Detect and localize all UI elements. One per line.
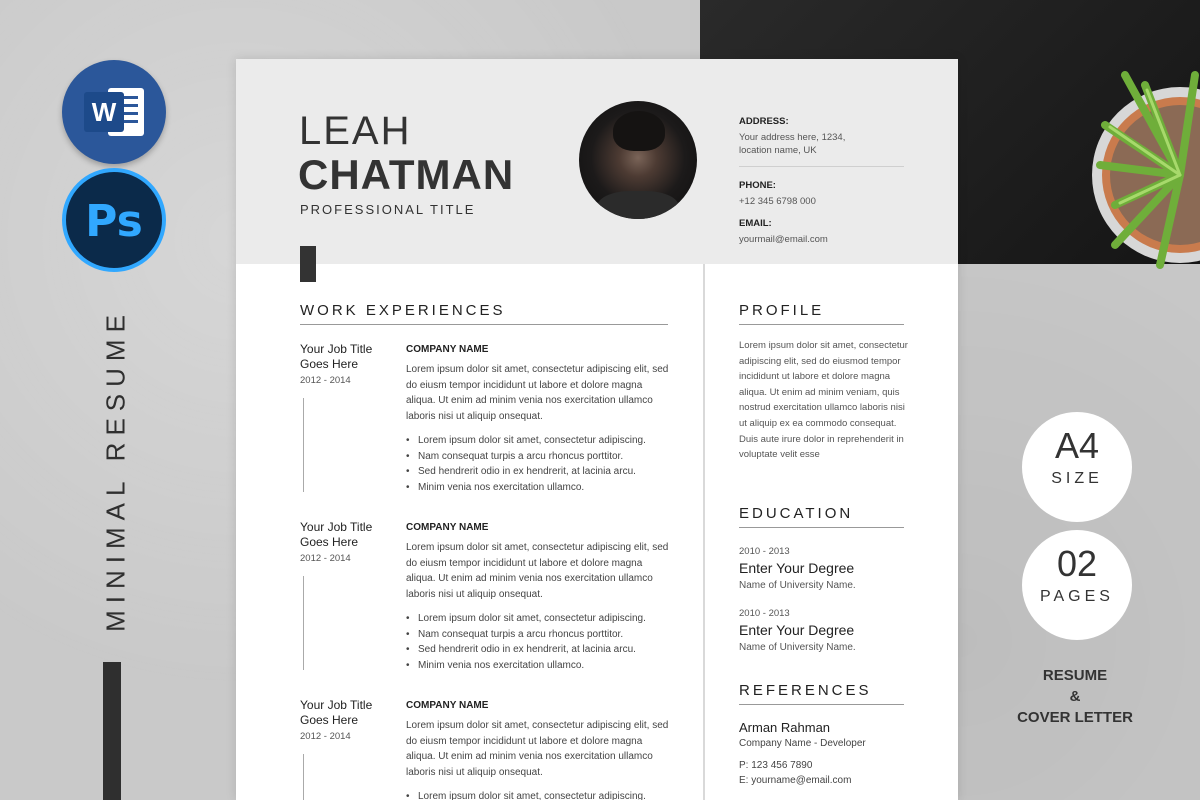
- pages-badge-label: PAGES: [1040, 588, 1114, 605]
- education-years: 2010 - 2013: [739, 608, 790, 619]
- job-description: Lorem ipsum dolor sit amet, consectetur adipiscing elit, sed do eiusm tempor incididunt ut labore et dolore magna aliqua. Ut enim ad minim venia nos exercitation ullamco laboris nisi ut aliquip onsequat.: [406, 542, 669, 600]
- contact-divider: [739, 166, 904, 167]
- education-degree: Enter Your Degree: [739, 622, 855, 638]
- education-entry: [739, 608, 911, 653]
- job-bullet: • Sed hendrerit odio in ex hendrerit, at lacinia arcu.: [406, 642, 671, 658]
- professional-title: PROFESSIONAL TITLE: [300, 202, 476, 217]
- side-accent-bar: [103, 662, 121, 800]
- size-badge-label: SIZE: [1051, 470, 1103, 487]
- address-line2: location name, UK: [739, 145, 817, 156]
- reference-email: E: yourname@email.com: [739, 775, 852, 786]
- contact-block: [739, 115, 904, 255]
- job-bullet: • Nam consequat turpis a arcu rhoncus porttitor.: [406, 449, 671, 465]
- photo-hair-shape: [613, 111, 665, 151]
- company-name: COMPANY NAME: [406, 344, 489, 355]
- resume-header: [236, 59, 958, 264]
- job-timeline-line: [303, 754, 304, 800]
- photoshop-app-icon: [62, 168, 166, 272]
- job-title: Your Job Title Goes Here: [300, 342, 373, 371]
- profile-section-title: PROFILE: [739, 302, 825, 319]
- plant-decoration: [1085, 55, 1200, 295]
- profile-photo: [579, 101, 697, 219]
- word-app-icon: [62, 60, 166, 164]
- photoshop-icon-text: Ps: [85, 196, 143, 247]
- side-vertical-label: MINIMAL RESUME: [100, 308, 131, 632]
- size-badge-value: A4: [1054, 425, 1100, 466]
- phone-value: +12 345 6798 000: [739, 196, 816, 207]
- education-entry: [739, 546, 911, 591]
- job-bullet: • Minim venia nos exercitation ullamco.: [406, 658, 671, 674]
- first-name: LEAH: [299, 109, 412, 153]
- job-bullet: • Nam consequat turpis a arcu rhoncus porttitor.: [406, 627, 671, 643]
- last-name: CHATMAN: [298, 151, 515, 198]
- references-section-rule: [739, 704, 904, 705]
- company-name: COMPANY NAME: [406, 700, 489, 711]
- job-bullet-list: [406, 789, 671, 800]
- reference-role: Company Name - Developer: [739, 738, 866, 749]
- profile-section-rule: [739, 324, 904, 325]
- column-divider: [703, 264, 705, 800]
- job-description: Lorem ipsum dolor sit amet, consectetur adipiscing elit, sed do eiusm tempor incididunt ut labore et dolore magna aliqua. Ut enim ad minim venia nos exercitation ullamco laboris nisi ut aliquip onsequat.: [406, 720, 669, 778]
- education-section-title: EDUCATION: [739, 505, 854, 522]
- job-years: 2012 - 2014: [300, 375, 351, 386]
- size-badge: [1022, 412, 1132, 522]
- caption-line-ampersand: &: [1069, 688, 1081, 705]
- caption-line-cover-letter: COVER LETTER: [1017, 709, 1133, 726]
- job-bullet: • Lorem ipsum dolor sit amet, consectetur adipiscing.: [406, 433, 671, 449]
- address-label: ADDRESS:: [739, 116, 789, 127]
- reference-name: Arman Rahman: [739, 720, 831, 735]
- work-section-title: WORK EXPERIENCES: [300, 302, 506, 319]
- job-bullet: • Lorem ipsum dolor sit amet, consectetur adipiscing.: [406, 611, 671, 627]
- job-bullet: • Minim venia nos exercitation ullamco.: [406, 480, 671, 496]
- pages-badge-value: 02: [1056, 543, 1098, 584]
- address-line1: Your address here, 1234,: [739, 132, 846, 143]
- education-degree: Enter Your Degree: [739, 560, 855, 576]
- job-title: Your Job Title Goes Here: [300, 698, 373, 727]
- caption-line-resume: RESUME: [1042, 667, 1108, 684]
- job-title: Your Job Title Goes Here: [300, 520, 373, 549]
- job-entry: [300, 342, 670, 512]
- job-timeline-line: [303, 576, 304, 670]
- job-bullet-list: [406, 433, 671, 495]
- pages-badge: [1022, 530, 1132, 640]
- education-school: Name of University Name.: [739, 580, 856, 591]
- product-caption: [1010, 665, 1140, 728]
- resume-sheet: [236, 59, 958, 800]
- phone-label: PHONE:: [739, 180, 776, 191]
- job-years: 2012 - 2014: [300, 731, 351, 742]
- profile-text: Lorem ipsum dolor sit amet, consectetur adipiscing elit, sed do eiusmod tempor incididunt ut labore et dolore magna aliqua. Ut enim ad minim veniam, quis nostrud exercitation ullamco laboris nisi ut aliquip ex ea commodo consequat. Duis aute irure dolor in reprehenderit in voluptate velit esse: [739, 340, 908, 461]
- job-bullet: • Sed hendrerit odio in ex hendrerit, at lacinia arcu.: [406, 464, 671, 480]
- education-section-rule: [739, 527, 904, 528]
- education-school: Name of University Name.: [739, 642, 856, 653]
- work-section-rule: [300, 324, 668, 325]
- email-label: EMAIL:: [739, 218, 772, 229]
- job-bullet: • Lorem ipsum dolor sit amet, consectetur adipiscing.: [406, 789, 671, 800]
- education-years: 2010 - 2013: [739, 546, 790, 557]
- job-timeline-line: [303, 398, 304, 492]
- svg-text:W: W: [91, 97, 117, 127]
- photo-shirt-shape: [597, 191, 679, 219]
- reference-phone: P: 123 456 7890: [739, 760, 813, 771]
- side-vertical-label-wrap: [96, 310, 136, 630]
- job-bullet-list: [406, 611, 671, 673]
- header-accent-bar: [300, 246, 316, 282]
- job-description: Lorem ipsum dolor sit amet, consectetur adipiscing elit, sed do eiusm tempor incididunt ut labore et dolore magna aliqua. Ut enim ad minim venia nos exercitation ullamco laboris nisi ut aliquip onsequat.: [406, 364, 669, 422]
- references-section-title: REFERENCES: [739, 682, 872, 699]
- company-name: COMPANY NAME: [406, 522, 489, 533]
- email-value: yourmail@email.com: [739, 234, 828, 245]
- job-years: 2012 - 2014: [300, 553, 351, 564]
- job-entry: [300, 520, 670, 690]
- word-icon: [62, 60, 166, 164]
- job-entry: [300, 698, 670, 800]
